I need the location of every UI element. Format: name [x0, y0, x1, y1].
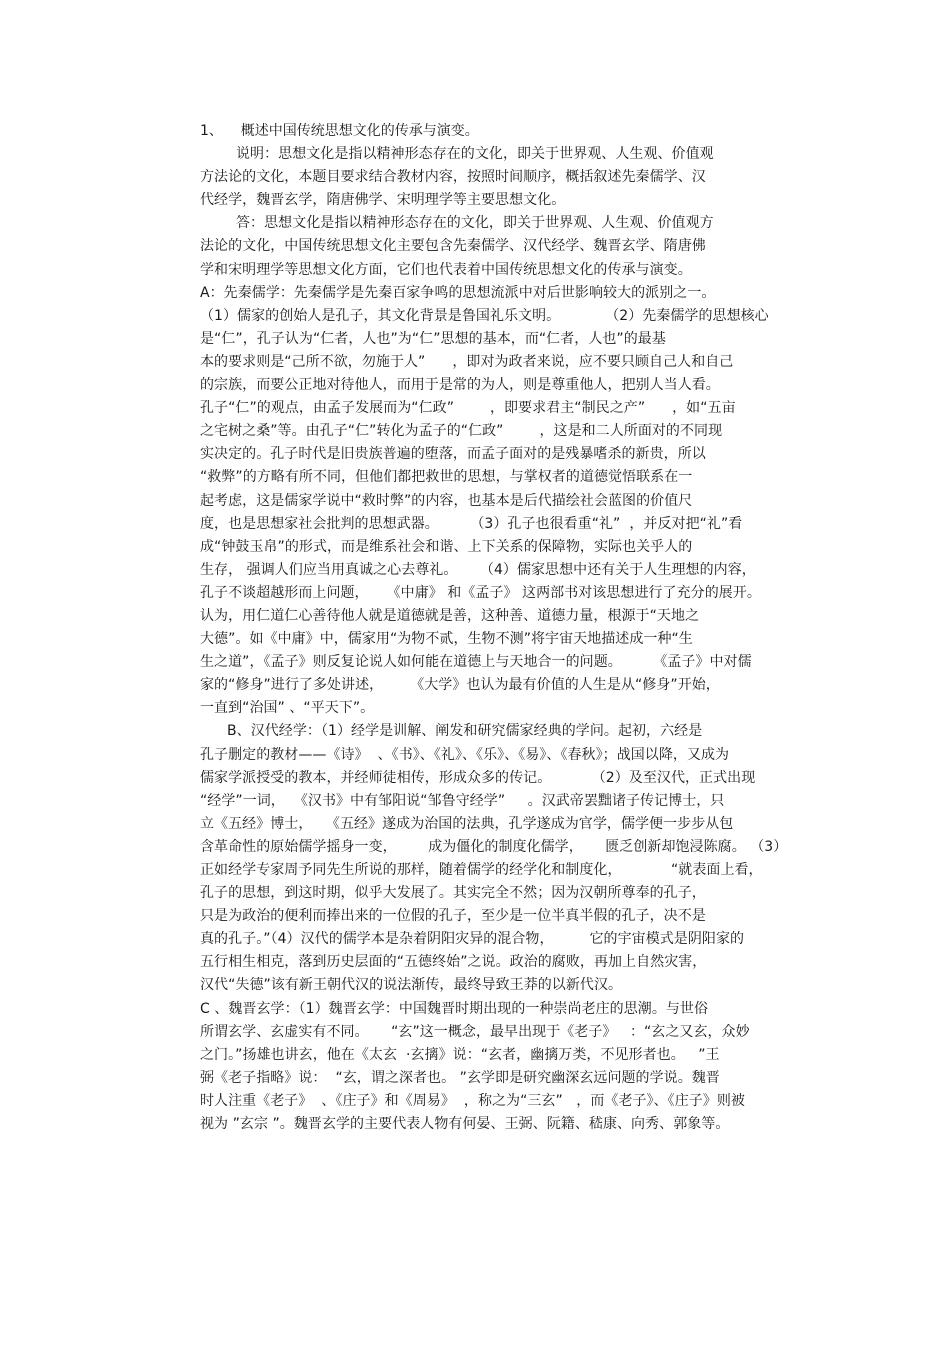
text-line: 之门。”扬雄也讲玄，他在《太玄 ·玄摛》说：“玄者，幽摛万类，不见形者也。 ”王	[200, 1046, 720, 1063]
text-line: 五行相生相克，落到历史层面的“五德终始”之说。政治的腐败，再加上自然灾害，	[200, 954, 707, 971]
text-line: 答：思想文化是指以精神形态存在的文化，即关于世界观、人生观、价值观方	[200, 215, 714, 232]
text-line: 真的孔子。”（4）汉代的儒学本是杂着阴阳灾异的混合物， 它的宇宙模式是阴阳家的	[200, 931, 745, 948]
text-line: 代经学，魏晋玄学，隋唐佛学、宋明理学等主要思想文化。	[200, 192, 566, 209]
text-line: 生之道”，《孟子》则反复论说人如何能在道德上与天地合一的问题。 《孟子》中对儒	[200, 654, 752, 671]
text-line: 生存， 强调人们应当用真诚之心去尊礼。 （4）儒家思想中还有关于人生理想的内容，	[200, 561, 756, 578]
text-line: “经学”一词， 《汉书》中有邹阳说“邹鲁守经学” 。汉武帝罢黜诸子传记博士，只	[200, 792, 725, 809]
text-line: 方法论的文化，本题目要求结合教材内容，按照时间顺序，概括叙述先秦儒学、汉	[200, 169, 706, 186]
text-line: （1）儒家的创始人是孔子，其文化背景是鲁国礼乐文明。 （2）先秦儒学的思想核心	[200, 307, 769, 324]
text-line: 学和宋明理学等思想文化方面，它们也代表着中国传统思想文化的传承与演变。	[200, 261, 692, 278]
text-line: 度，也是思想家社会批判的思想武器。 （3）孔子也很看重“礼” ，并反对把“礼”看	[200, 515, 743, 532]
text-line: 本的要求则是“己所不欲，勿施于人” ，即对为政者来说，应不要只顾自己人和自己	[200, 353, 734, 370]
text-line: 之宅树之桑”等。由孔子“仁”转化为孟子的“仁政” ，这是和二人所面对的不同现	[200, 423, 723, 440]
text-line: 视为 ”玄宗 ”。魏晋玄学的主要代表人物有何晏、王弼、阮籍、嵇康、向秀、郭象等。	[200, 1116, 730, 1133]
text-line: 孔子“仁”的观点，由孟子发展而为“仁政” ，即要求君主“制民之产” ，如“五亩	[200, 400, 736, 417]
text-line: C 、魏晋玄学：（1）魏晋玄学：中国魏晋时期出现的一种崇尚老庄的思潮。与世俗	[200, 1000, 709, 1017]
text-line: 一直到“治国” 、“平天下”。	[200, 700, 375, 717]
text-line: 认为，用仁道仁心善待他人就是道德就是善，这种善、道德力量，根源于“天地之	[200, 607, 700, 624]
text-line: 正如经学专家周予同先生所说的那样，随着儒学的经学化和制度化， “就表面上看，	[200, 862, 763, 878]
text-line: 所谓玄学、玄虚实有不同。 “玄”这一概念，最早出现于《老子》 ：“玄之又玄，众妙	[200, 1023, 750, 1040]
text-line: 家的“修身”进行了多处讲述， 《大学》也认为最有价值的人生是从“修身”开始，	[200, 677, 720, 694]
text-line: 孔子不谈超越形而上问题， 《中庸》 和《孟子》 这两部书对该思想进行了充分的展开。	[200, 584, 761, 601]
text-line: 儒家学派授受的教本，并经师徒相传，形成众多的传记。 （2）及至汉代，正式出现	[200, 769, 756, 786]
question-title: 1、 概述中国传统思想文化的传承与演变。	[200, 123, 479, 139]
text-line: 是“仁”，孔子认为“仁者，人也”为“仁”思想的基本，而“仁者，人也”的最基	[200, 330, 666, 347]
text-line: 孔子删定的教材——《诗》 、《书》、《礼》、《乐》、《易》、《春秋》；战国以降，又成为	[200, 746, 730, 763]
text-line: 时人注重《老子》 、《庄子》和《周易》 ，称之为“三玄” ，而《老子》、《庄子》则被	[200, 1092, 745, 1109]
text-line: B、汉代经学：（1）经学是训解、阐发和研究儒家经典的学问。起初，六经是	[200, 723, 703, 740]
text-line: 的宗族，而要公正地对待他人，而用于是常的为人，则是尊重他人，把别人当人看。	[200, 377, 720, 394]
text-line: 弼《老子指略》说： “玄，谓之深者也。 ”玄学即是研究幽深玄远问题的学说。魏晋	[200, 1069, 720, 1086]
document-body	[200, 120, 820, 1136]
text-line: 只是为政治的便利而捧出来的一位假的孔子，至少是一位半真半假的孔子，决不是	[200, 908, 706, 925]
text-line: 成“钟鼓玉帛”的形式，而是维系社会和谐、上下关系的保障物，实际也关乎人的	[200, 538, 693, 555]
text-line: 立《五经》博士， 《五经》遂成为治国的法典，孔学遂成为官学，儒学便一步步从包	[200, 815, 734, 832]
text-line: 起考虑，这是儒家学说中“救时弊”的内容，也基本是后代描绘社会蓝图的价值尺	[200, 492, 693, 509]
text-line: 孔子的思想，到这时期，似乎大发展了。其实完全不然；因为汉朝所尊奉的孔子，	[200, 885, 706, 902]
text-line: 说明：思想文化是指以精神形态存在的文化，即关于世界观、人生观、价值观	[200, 146, 714, 163]
text-line: A：先秦儒学：先秦儒学是先秦百家争鸣的思想流派中对后世影响较大的派别之一。	[200, 284, 716, 301]
text-line: 大德”。如《中庸》中，儒家用“为物不贰，生物不测”将宇宙天地描述成一种“生	[200, 631, 693, 648]
text-line: 实决定的。孔子时代是旧贵族普遍的堕落，而孟子面对的是残暴嗜杀的新贵，所以	[200, 446, 706, 463]
text-line: 汉代“失德”该有新王朝代汉的说法渐传，最终导致王莽的以新代汉。	[200, 977, 623, 994]
text-line: 法论的文化，中国传统思想文化主要包含先秦儒学、汉代经学、魏晋玄学、隋唐佛	[200, 238, 706, 255]
text-line: “救弊”的方略有所不同，但他们都把救世的思想，与掌权者的道德觉悟联系在一	[200, 469, 693, 486]
text-line: 含革命性的原始儒学摇身一变， 成为僵化的制度化儒学， 匮乏创新却饱浸陈腐。 （3）	[200, 838, 788, 855]
